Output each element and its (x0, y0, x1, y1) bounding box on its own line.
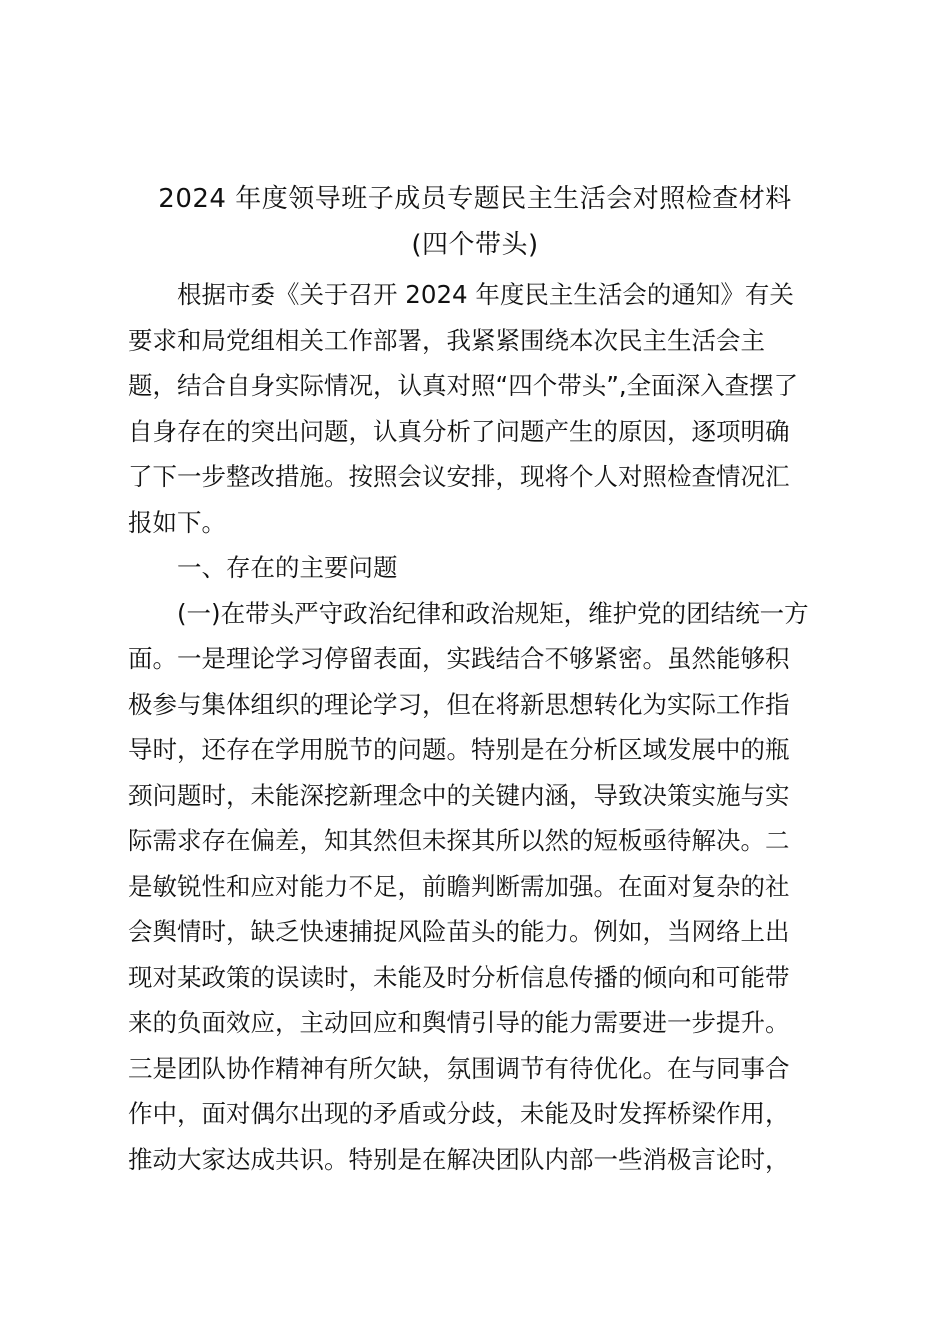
paragraph-line: (一)在带头严守政治纪律和政治规矩，维护党的团结统一方 (177, 598, 809, 628)
paragraph-line: 极参与集体组织的理论学习，但在将新思想转化为实际工作指 (128, 689, 790, 719)
paragraph-line: 题，结合自身实际情况，认真对照“四个带头”,全面深入查摆了 (128, 371, 799, 400)
paragraph-line: 会舆情时，缺乏快速捕捉风险苗头的能力。例如，当网络上出 (128, 917, 790, 946)
paragraph-line: 作中，面对偶尔出现的矛盾或分歧，未能及时发挥桥梁作用， (128, 1099, 790, 1128)
document-body (128, 272, 828, 1182)
paragraph-line: 要求和局党组相关工作部署，我紧紧围绕本次民主生活会主 (128, 325, 765, 355)
paragraph-line: 现对某政策的误读时，未能及时分析信息传播的倾向和可能带 (128, 962, 790, 992)
paragraph-line: 际需求存在偏差，知其然但未探其所以然的短板亟待解决。二 (128, 826, 790, 855)
paragraph-line: 是敏锐性和应对能力不足，前瞻判断需加强。在面对复杂的社 (128, 871, 790, 901)
paragraph-line: 来的负面效应，主动回应和舆情引导的能力需要进一步提升。 (128, 1008, 790, 1037)
paragraph-line: 导时，还存在学用脱节的问题。特别是在分析区域发展中的瓶 (128, 735, 790, 764)
paragraph-line: 了下一步整改措施。按照会议安排，现将个人对照检查情况汇 (128, 462, 790, 491)
paragraph-line: 三是团队协作精神有所欠缺，氛围调节有待优化。在与同事合 (128, 1053, 790, 1083)
document-title (100, 176, 850, 268)
section-heading: 一、存在的主要问题 (177, 553, 398, 582)
paragraph-line: 报如下。 (128, 507, 226, 537)
paragraph-line: 根据市委《关于召开 2024 年度民主生活会的通知》有关 (177, 280, 794, 309)
title-line-2: (四个带头) (411, 230, 539, 260)
title-line-1: 2024 年度领导班子成员专题民主生活会对照检查材料 (158, 184, 792, 214)
paragraph-line: 自身存在的突出问题，认真分析了问题产生的原因，逐项明确 (128, 416, 790, 446)
paragraph-line: 颈问题时，未能深挖新理念中的关键内涵，导致决策实施与实 (128, 780, 790, 810)
paragraph-line: 推动大家达成共识。特别是在解决团队内部一些消极言论时， (128, 1144, 790, 1174)
paragraph-line: 面。一是理论学习停留表面，实践结合不够紧密。虽然能够积 (128, 644, 790, 673)
